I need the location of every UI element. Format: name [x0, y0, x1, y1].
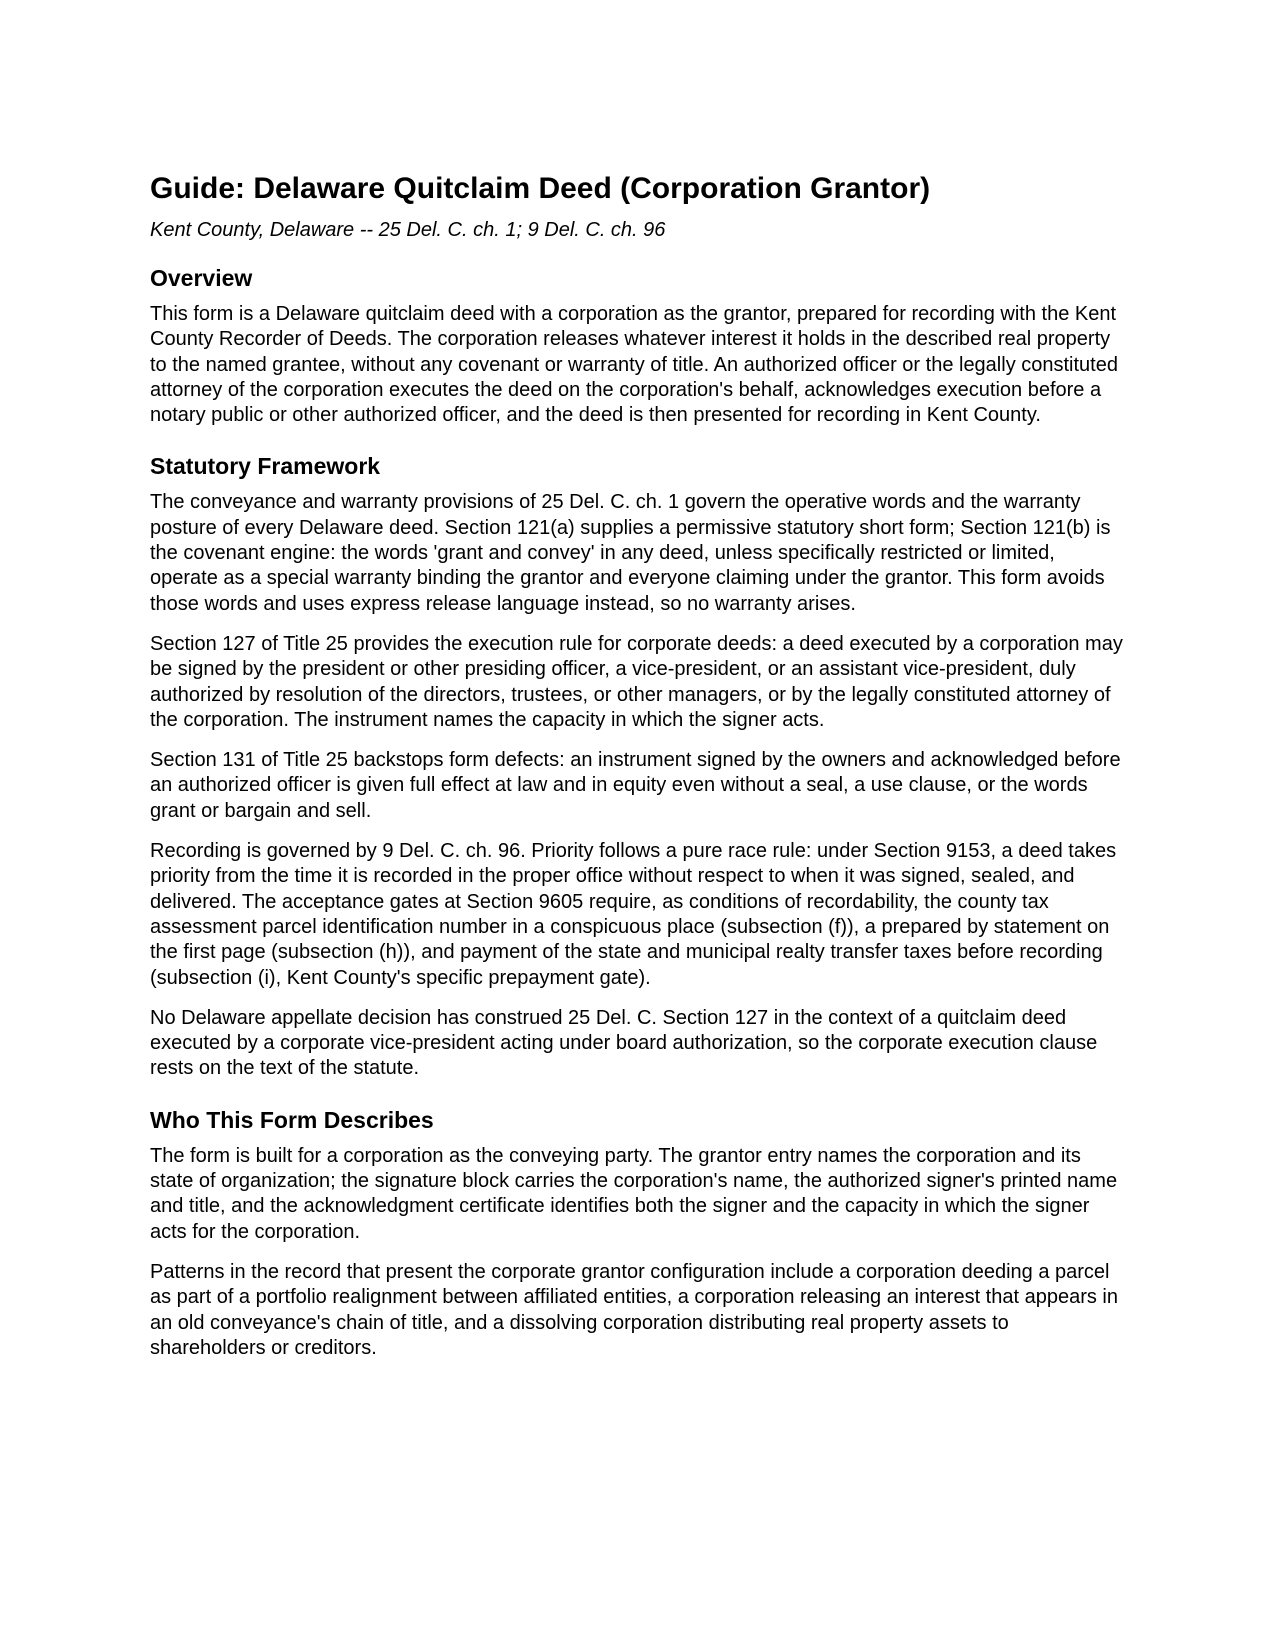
- document-page: [150, 172, 1125, 1361]
- paragraph: The form is built for a corporation as the conveying party. The grantor entry names the corporation and its state of organization; the signature block carries the corporation's name, the authorized signer's printed name and title, and the acknowledgment certificate identifies both the signer and the capacity in which the signer acts for the corporation.: [150, 1144, 1118, 1243]
- paragraph: Recording is governed by 9 Del. C. ch. 96. Priority follows a pure race rule: under Section 9153, a deed takes priority from the time it is recorded in the proper office without respect to when it was signed, sealed, and delivered. The acceptance gates at Section 9605 require, as conditions of recordability, the county tax assessment parcel identification number in a conspicuous place (subsection (f)), a prepared by statement on the first page (subsection (h)), and payment of the state and municipal realty transfer taxes before recording (subsection (i), Kent County's specific prepayment gate).: [150, 840, 1117, 989]
- paragraph: Section 127 of Title 25 provides the execution rule for corporate deeds: a deed executed by a corporation may be signed by the president or other presiding officer, a vice-president, or an assistant vice-president, duly authorized by resolution of the directors, trustees, or other managers, or by the legally constituted attorney of the corporation. The instrument names the capacity in which the signer acts.: [150, 632, 1123, 731]
- paragraph: This form is a Delaware quitclaim deed with a corporation as the grantor, prepared for recording with the Kent County Recorder of Deeds. The corporation releases whatever interest it holds in the described real property to the named grantee, without any covenant or warranty of title. An authorized officer or the legally constituted attorney of the corporation executes the deed on the corporation's behalf, acknowledges execution before a notary public or other authorized officer, and the deed is then presented for recording in Kent County.: [150, 303, 1118, 427]
- section-statutory-framework: [150, 452, 1125, 1081]
- document-subtitle: Kent County, Delaware -- 25 Del. C. ch. 1; 9 Del. C. ch. 96: [150, 219, 666, 241]
- paragraph: No Delaware appellate decision has construed 25 Del. C. Section 127 in the context of a quitclaim deed executed by a corporate vice-president acting under board authorization, so the corporate execution clause rests on the text of the statute.: [150, 1006, 1098, 1080]
- section-heading-statutory-framework: Statutory Framework: [150, 453, 381, 480]
- section-overview: [150, 264, 1125, 428]
- paragraph: The conveyance and warranty provisions of 25 Del. C. ch. 1 govern the operative words and the warranty posture of every Delaware deed. Section 121(a) supplies a permissive statutory short form; Section 121(b) is the covenant engine: the words 'grant and convey' in any deed, unless specifically restricted or limited, operate as a special warranty binding the grantor and everyone claiming under the grantor. This form avoids those words and uses express release language instead, so no warranty arises.: [150, 491, 1111, 615]
- section-heading-overview: Overview: [150, 265, 253, 291]
- section-heading-who-this-form-describes: Who This Form Describes: [150, 1106, 434, 1133]
- paragraph: Section 131 of Title 25 backstops form defects: an instrument signed by the owners and acknowledged before an authorized officer is given full effect at law and in equity even without a seal, a use clause, or the words grant or bargain and sell.: [150, 749, 1121, 822]
- paragraph: Patterns in the record that present the corporate grantor configuration include a corporation deeding a parcel as part of a portfolio realignment between affiliated entities, a corporation releasing an interest that appears in an old conveyance's chain of title, and a dissolving corporation distributing real property assets to shareholders or creditors.: [150, 1260, 1118, 1359]
- document-title: Guide: Delaware Quitclaim Deed (Corporation Grantor): [150, 172, 931, 205]
- section-who-this-form-describes: [150, 1106, 1125, 1361]
